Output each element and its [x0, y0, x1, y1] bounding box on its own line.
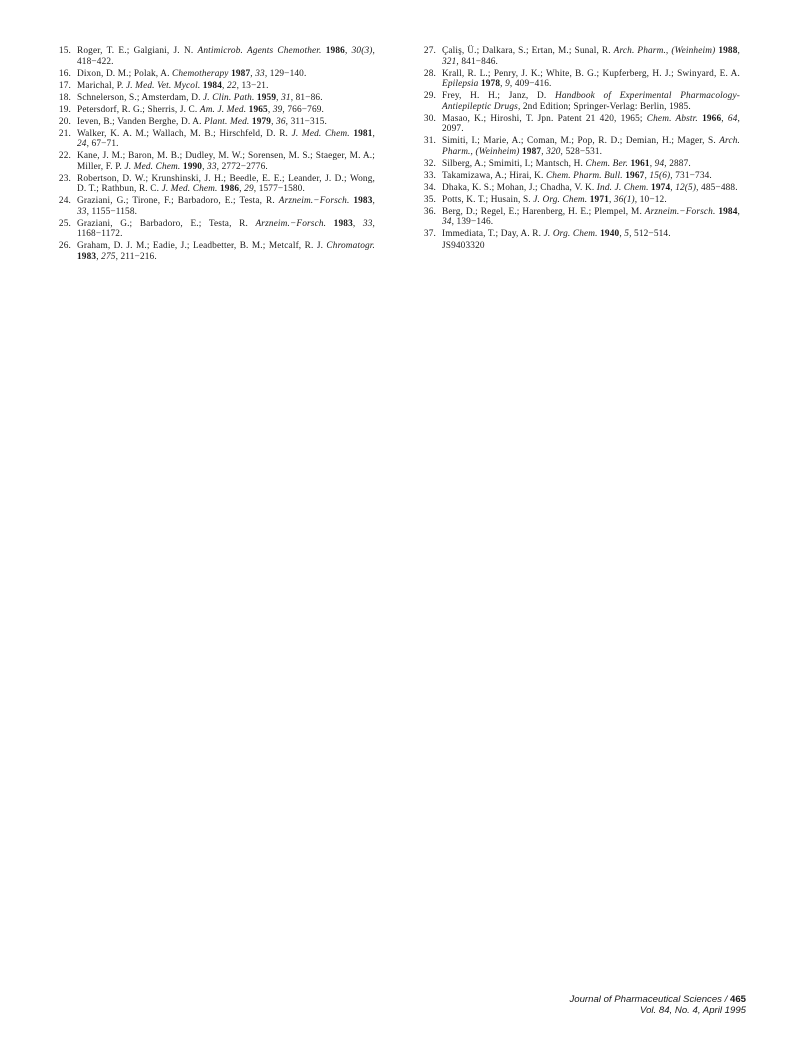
reference-item: [420, 207, 740, 228]
reference-number: 33.: [423, 170, 436, 181]
reference-item: [420, 229, 740, 240]
reference-text: Masao, K.; Hiroshi, T. Jpn. Patent 21 420, 1965; Chem. Abstr. 1966, 64, 2097.: [442, 113, 740, 135]
reference-item: [55, 105, 375, 116]
reference-number: 32.: [423, 158, 436, 169]
footer-page-number: 465: [729, 994, 746, 1005]
reference-text: Takamizawa, A.; Hirai, K. Chem. Pharm. Bull. 1967, 15(6), 731−734.: [442, 170, 712, 181]
reference-text: Silberg, A.; Smimiti, I.; Mantsch, H. Chem. Ber. 1961, 94, 2887.: [442, 158, 691, 169]
reference-number: 15.: [58, 46, 71, 56]
reference-number: 23.: [58, 173, 71, 184]
reference-text: Schnelerson, S.; Amsterdam, D. J. Clin. Path. 1959, 31, 81−86.: [77, 92, 323, 103]
reference-item: [55, 241, 375, 262]
reference-number: 34.: [423, 182, 436, 193]
reference-text: Çaliş, Ü.; Dalkara, S.; Ertan, M.; Sunal, R. Arch. Pharm., (Weinheim) 1988, 321, 841−846.: [442, 46, 740, 67]
reference-number: 27.: [423, 46, 436, 56]
reference-text: Ieven, B.; Vanden Berghe, D. A. Plant. Med. 1979, 36, 311−315.: [77, 116, 327, 127]
reference-text: Potts, K. T.; Husain, S. J. Org. Chem. 1971, 36(1), 10−12.: [442, 194, 667, 205]
reference-text: Krall, R. L.; Penry, J. K.; White, B. G.; Kupferberg, H. J.; Swinyard, E. A. Epilepsia 1978, 9, 409−416.: [442, 68, 740, 90]
reference-text: Dhaka, K. S.; Mohan, J.; Chadha, V. K. Ind. J. Chem. 1974, 12(5), 485−488.: [442, 182, 738, 193]
reference-text: Graziani, G.; Tirone, F.; Barbadoro, E.; Testa, R. Arzneim.−Forsch. 1983, 33, 1155−1158.: [77, 196, 375, 217]
reference-item: [420, 195, 740, 206]
references-right-list: [420, 46, 740, 240]
reference-number: 29.: [423, 91, 436, 102]
reference-item: [55, 174, 375, 195]
reference-item: [55, 46, 375, 67]
reference-item: [55, 69, 375, 80]
reference-number: 35.: [423, 194, 436, 205]
reference-number: 28.: [423, 68, 436, 79]
reference-number: 19.: [58, 104, 71, 115]
reference-item: [55, 196, 375, 217]
reference-text: Graham, D. J. M.; Eadie, J.; Leadbetter, B. M.; Metcalf, R. J. Chromatogr. 1983, 275, 211−216.: [77, 241, 375, 262]
reference-item: [420, 136, 740, 157]
reference-item: [420, 183, 740, 194]
reference-number: 24.: [58, 196, 71, 207]
reference-item: [420, 114, 740, 135]
reference-item: [55, 129, 375, 150]
reference-number: 22.: [58, 151, 71, 162]
reference-text: Walker, K. A. M.; Wallach, M. B.; Hirschfeld, D. R. J. Med. Chem. 1981, 24, 67−71.: [77, 128, 375, 150]
reference-text: Robertson, D. W.; Krunshinski, J. H.; Beedle, E. E.; Leander, J. D.; Wong, D. T.; Rathbun, R. C. J. Med. Chem. 1986, 29, 1577−1580.: [77, 173, 375, 195]
reference-text: Graziani, G.; Barbadoro, E.; Testa, R. Arzneim.−Forsch. 1983, 33, 1168−1172.: [77, 218, 375, 240]
reference-number: 37.: [423, 229, 436, 240]
reference-number: 26.: [58, 241, 71, 252]
reference-text: Berg, D.; Regel, E.; Harenberg, H. E.; Plempel, M. Arzneim.−Forsch. 1984, 34, 139−146.: [442, 206, 740, 228]
reference-item: [55, 151, 375, 172]
reference-item: [55, 219, 375, 240]
reference-text: Roger, T. E.; Galgiani, J. N. Antimicrob. Agents Chemother. 1986, 30(3), 418−422.: [77, 46, 375, 67]
reference-text: Dixon, D. M.; Polak, A. Chemotherapy 1987, 33, 129−140.: [77, 68, 307, 79]
reference-number: 20.: [58, 116, 71, 127]
reference-number: 25.: [58, 218, 71, 229]
reference-item: [420, 46, 740, 67]
reference-number: 17.: [58, 80, 71, 91]
reference-text: Kane, J. M.; Baron, M. B.; Dudley, M. W.; Sorensen, M. S.; Staeger, M. A.; Miller, F. P. J. Med. Chem. 1990, 33, 2772−2776.: [77, 151, 375, 172]
reference-item: [420, 91, 740, 112]
reference-text: Marichal, P. J. Med. Vet. Mycol. 1984, 22, 13−21.: [77, 80, 269, 91]
reference-item: [55, 93, 375, 104]
reference-item: [420, 69, 740, 90]
reference-item: [420, 171, 740, 182]
reference-text: Immediata, T.; Day, A. R. J. Org. Chem. 1940, 5, 512−514.: [442, 229, 671, 240]
reference-text: Frey, H. H.; Janz, D. Handbook of Experimental Pharmacology-Antiepileptic Drugs, 2nd Edition; Springer-Verlag: Berlin, 1985.: [442, 91, 740, 112]
reference-number: 31.: [423, 136, 436, 147]
reference-number: 30.: [423, 113, 436, 124]
reference-number: 21.: [58, 128, 71, 139]
reference-number: 36.: [423, 206, 436, 217]
reference-text: Petersdorf, R. G.; Sherris, J. C. Am. J. Med. 1965, 39, 766−769.: [77, 104, 325, 115]
reference-text: Simiti, I.; Marie, A.; Coman, M.; Pop, R. D.; Demian, H.; Mager, S. Arch. Pharm., (Weinheim) 1987, 320, 528−531.: [442, 136, 740, 157]
footer-journal-line: [569, 994, 746, 1005]
references-right-column: [420, 46, 740, 252]
reference-item: [420, 159, 740, 170]
reference-number: 16.: [58, 68, 71, 79]
footer-issue: Vol. 84, No. 4, April 1995: [640, 1005, 746, 1017]
reference-number: 18.: [58, 92, 71, 103]
manuscript-code: JS9403320: [442, 241, 485, 252]
references-left-column: [55, 46, 375, 264]
reference-item: [55, 117, 375, 128]
footer-journal: Journal of Pharmaceutical Sciences /: [569, 994, 730, 1005]
reference-item: [55, 81, 375, 92]
page-footer: [569, 994, 746, 1017]
